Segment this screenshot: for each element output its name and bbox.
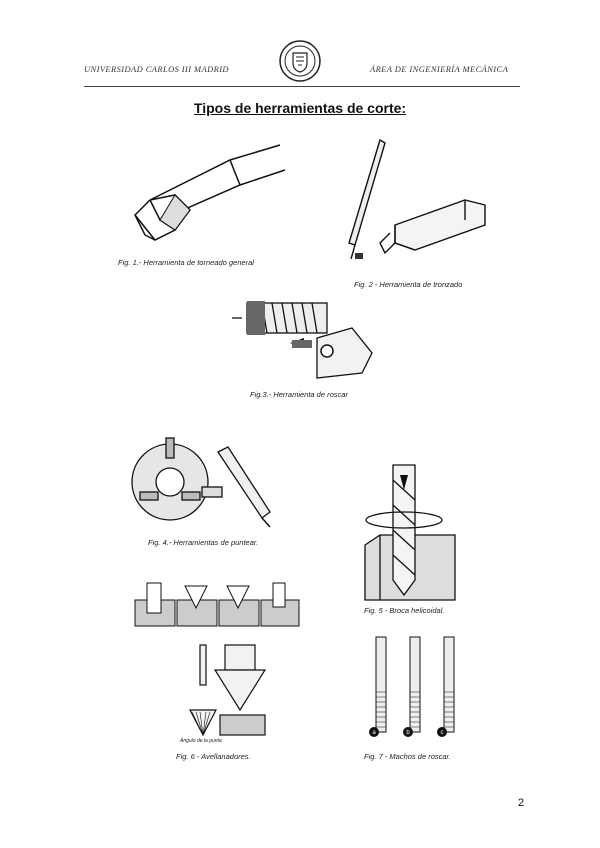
header-rule bbox=[84, 86, 520, 87]
page-title: Tipos de herramientas de corte: bbox=[193, 100, 407, 116]
figure-caption: Fig. 2 - Herramienta de tronzado bbox=[354, 280, 463, 289]
tap-marker-c: c bbox=[440, 730, 444, 736]
tap-marker-b: b bbox=[406, 730, 410, 736]
figure-caption: Fig.3.- Herramienta de roscar bbox=[250, 390, 348, 399]
countersink-icon bbox=[180, 640, 270, 750]
page-number: 2 bbox=[518, 797, 525, 809]
figure-caption: Fig. 5 - Broca helicoidal. bbox=[364, 606, 445, 615]
header-department: ÁREA DE INGENIERÍA MECÁNICA bbox=[370, 64, 509, 74]
countersink-sequence-icon bbox=[135, 578, 300, 628]
figure-caption: Fig. 6 - Avellanadores. bbox=[176, 752, 251, 761]
tap-marker-a: a bbox=[372, 730, 376, 736]
threading-tool-icon bbox=[232, 293, 382, 388]
parting-tool-icon bbox=[335, 135, 495, 275]
twist-drill-icon bbox=[360, 460, 460, 605]
university-seal-icon bbox=[279, 40, 321, 82]
header-university: UNIVERSIDAD CARLOS III MADRID bbox=[84, 64, 229, 74]
tap-icon bbox=[368, 632, 468, 742]
turning-tool-icon bbox=[130, 140, 290, 250]
center-drill-icon bbox=[130, 432, 280, 537]
fig6-angle-label: Ángulo de la punta bbox=[180, 738, 222, 744]
figure-caption: Fig. 4.- Herramientas de puntear. bbox=[148, 538, 259, 547]
figure-caption: Fig. 7 - Machos de roscar. bbox=[364, 752, 451, 761]
figure-caption: Fig. 1.- Herramienta de torneado general bbox=[118, 258, 254, 267]
